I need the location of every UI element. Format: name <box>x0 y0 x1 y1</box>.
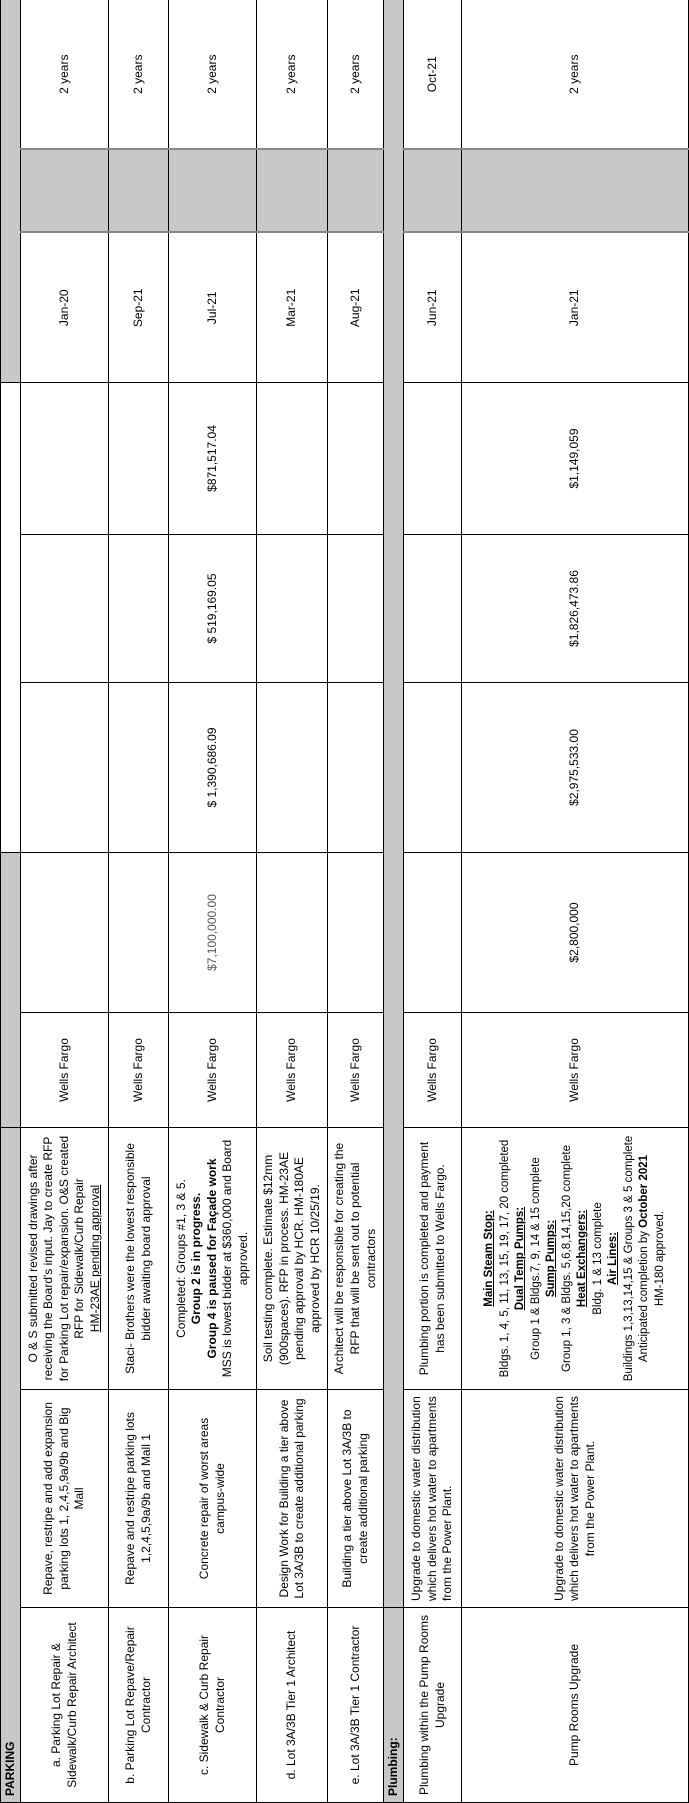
table-row <box>169 0 257 1803</box>
amount-c <box>21 382 109 534</box>
project-description: Upgrade to domestic water distribution which delivers hot water to apartments from the Power Plant. <box>462 1390 689 1608</box>
budget <box>257 853 328 1013</box>
amount-b <box>109 535 169 683</box>
start-date: Sep-21 <box>109 232 169 382</box>
table-row <box>404 0 462 1803</box>
start-date: Aug-21 <box>328 232 384 382</box>
amount-a <box>109 683 169 853</box>
budget: $2,800,000 <box>462 853 689 1013</box>
amount-a: $2,975,533.00 <box>462 683 689 853</box>
project-name: b. Parking Lot Repave/Repair Contractor <box>109 1608 169 1803</box>
amount-c <box>404 382 462 534</box>
amount-a <box>328 683 384 853</box>
project-name: a. Parking Lot Repair & Sidewalk/Curb Repair Architect <box>21 1608 109 1803</box>
project-description: Concrete repair of worst areas campus-wide <box>169 1390 257 1608</box>
amount-b: $1,826,473.86 <box>462 535 689 683</box>
funding-source: Wells Fargo <box>21 1013 109 1128</box>
amount-b <box>257 535 328 683</box>
project-description: Design Work for Building a tier above Lot 3A/3B to create additional parking <box>257 1390 328 1608</box>
project-status: Soil testing complete. Estimate $12mm (900spaces). RFP in process. HM-23AE pending approval by HCR. HM-180AE approved by HCR 10/25/19. <box>257 1128 328 1390</box>
section-header-parking <box>1 0 21 1803</box>
start-date: Jun-21 <box>404 232 462 382</box>
funding-source: Wells Fargo <box>109 1013 169 1128</box>
project-description: Repave and restripe parking lots 1,2,4,5,9a/9b and Mall 1 <box>109 1390 169 1608</box>
project-name: Pump Rooms Upgrade <box>462 1608 689 1803</box>
project-name: c. Sidewalk & Curb Repair Contractor <box>169 1608 257 1803</box>
duration: 2 years <box>21 0 109 149</box>
section-header-plumbing <box>384 0 404 1803</box>
funding-source: Wells Fargo <box>404 1013 462 1128</box>
funding-source: Wells Fargo <box>462 1013 689 1128</box>
funding-source: Wells Fargo <box>169 1013 257 1128</box>
table-row <box>21 0 109 1803</box>
start-date: Jan-20 <box>21 232 109 382</box>
amount-a <box>257 683 328 853</box>
amount-c <box>109 382 169 534</box>
amount-a <box>404 683 462 853</box>
table-row <box>462 0 689 1803</box>
project-description: Upgrade to domestic water distribution which delivers hot water to apartments from the Power Plant. <box>404 1390 462 1608</box>
duration: 2 years <box>169 0 257 149</box>
start-date: Jan-21 <box>462 232 689 382</box>
end-date: Oct-21 <box>404 0 462 149</box>
amount-a <box>21 683 109 853</box>
table-row <box>257 0 328 1803</box>
amount-c: $1,149,059 <box>462 382 689 534</box>
amount-b: $ 519,169.05 <box>169 535 257 683</box>
duration: 2 years <box>109 0 169 149</box>
project-description: Repave, restripe and add expansion parking lots 1, 2,4,5,9a/9b and Big Mall <box>21 1390 109 1608</box>
project-status: Staci- Brothers were the lowest responsible bidder awaiting board approval <box>109 1128 169 1390</box>
start-date: Jul-21 <box>169 232 257 382</box>
project-status: Plumbing portion is completed and payment has been submitted to Wells Fargo. <box>404 1128 462 1390</box>
budget <box>109 853 169 1013</box>
section-title-plumbing: Plumbing: <box>384 1608 404 1803</box>
project-status: Architect will be responsible for creating the RFP that will be sent out to potential contractors <box>328 1128 384 1390</box>
amount-c <box>257 382 328 534</box>
project-description: Building a tier above Lot 3A/3B to create additional parking <box>328 1390 384 1608</box>
amount-a: $ 1,390,686.09 <box>169 683 257 853</box>
project-name: e. Lot 3A/3B Tier 1 Contractor <box>328 1608 384 1803</box>
table-row <box>109 0 169 1803</box>
project-status: Main Steam Stop: Bldgs. 1, 4, 5, 11, 13, 15, 19, 17, 20 completed Dual Temp Pumps: Group 1 & Bldgs.7, 9, 14 & 15 complete Sump Pumps: Group 1, 3 & Bldgs. 5,6,8,14,15,20 complete Heat Exchangers: Bldg. 1 & 13 complete Air Lines: Buildings 1,3,13,14,15 & Groups 3 & 5 complete Anticipated completion by October 2021 HM-180 approved. <box>462 1128 689 1390</box>
budget <box>404 853 462 1013</box>
amount-b <box>21 535 109 683</box>
project-name: Plumbing within the Pump Rooms Upgrade <box>404 1608 462 1803</box>
budget: $7,100,000.00 <box>169 853 257 1013</box>
section-title-parking: PARKING <box>1 1128 21 1803</box>
amount-b <box>404 535 462 683</box>
table-row <box>328 0 384 1803</box>
duration: 2 years <box>328 0 384 149</box>
project-name: d. Lot 3A/3B Tier 1 Architect <box>257 1608 328 1803</box>
budget <box>328 853 384 1013</box>
budget <box>21 853 109 1013</box>
project-status: Completed: Groups #1, 3 & 5. Group 2 is in progress. Group 4 is paused for Façade work MSS is lowest bidder at $360,000 and Board approved. <box>169 1128 257 1390</box>
start-date: Mar-21 <box>257 232 328 382</box>
amount-c <box>328 382 384 534</box>
funding-source: Wells Fargo <box>328 1013 384 1128</box>
duration: 2 years <box>257 0 328 149</box>
project-status: O & S submitted revised drawings after receiving the Board's input. Jay to create RFP for Parking Lot repair/expansion. O&S created RFP for Sidewalk/Curb Repair HM-23AE pending approval <box>21 1128 109 1390</box>
duration: 2 years <box>462 0 689 149</box>
amount-b <box>328 535 384 683</box>
funding-source: Wells Fargo <box>257 1013 328 1128</box>
amount-c: $871,517.04 <box>169 382 257 534</box>
